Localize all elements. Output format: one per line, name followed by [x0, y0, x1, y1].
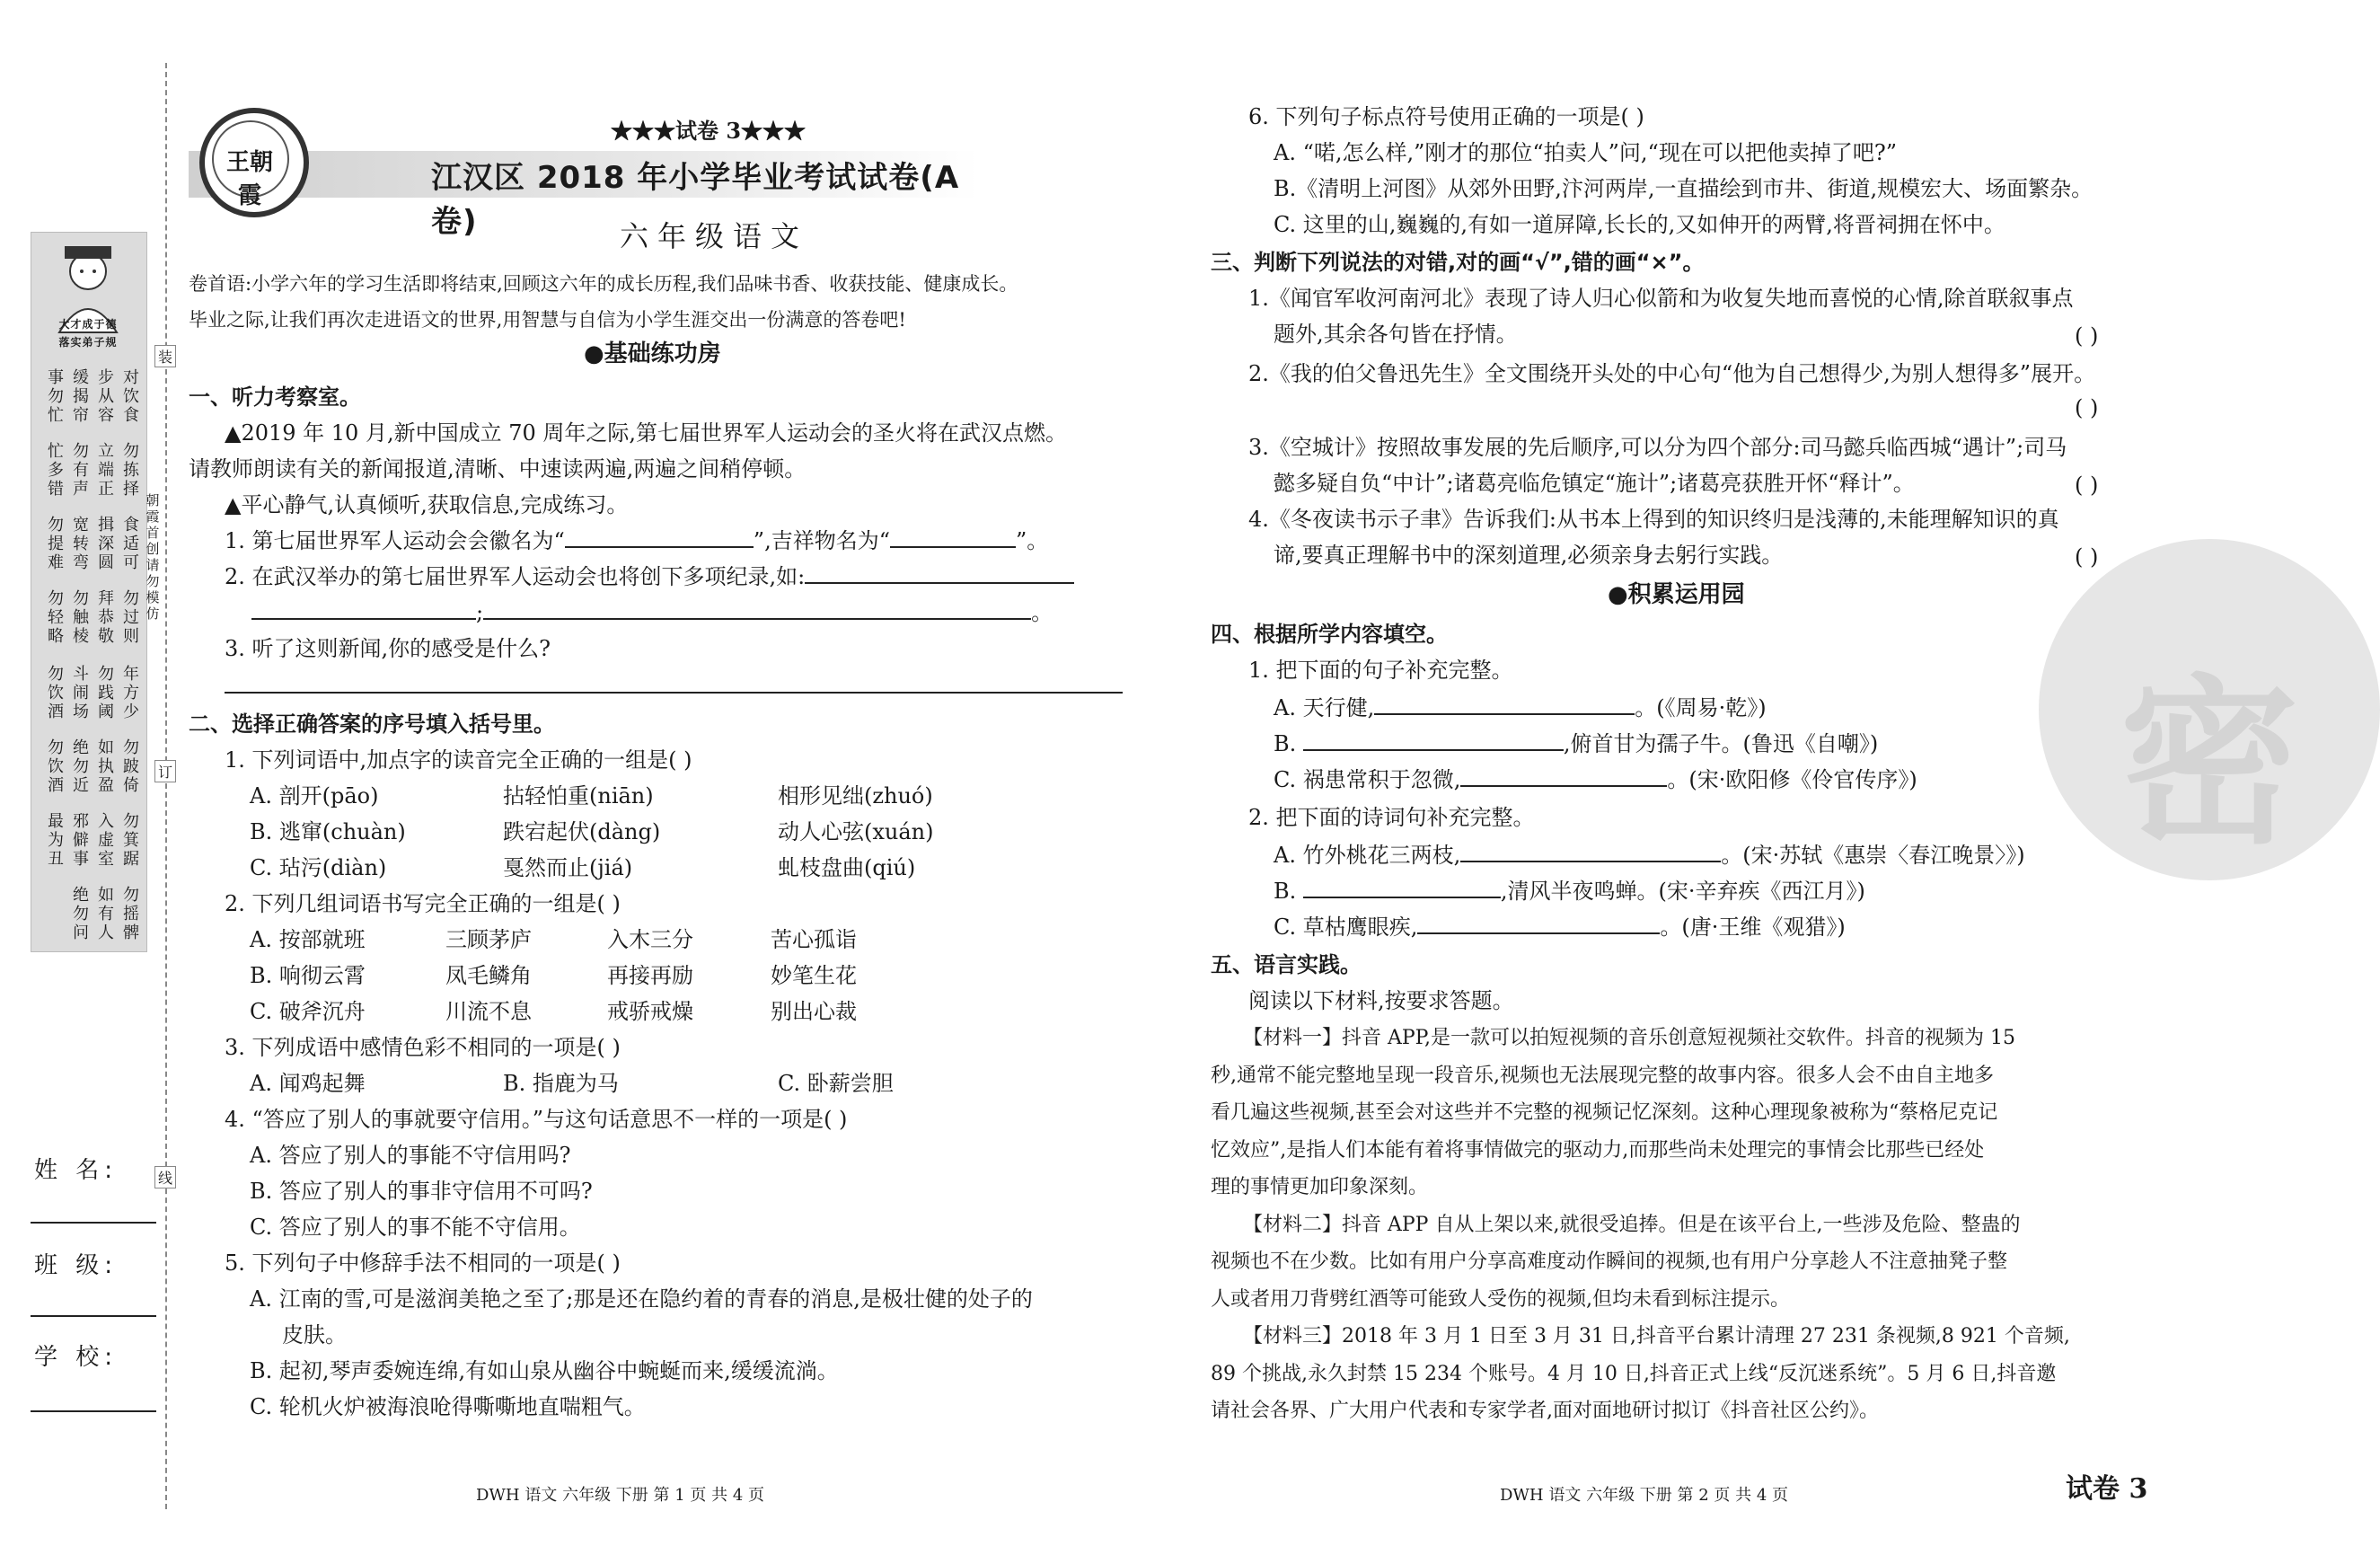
fold-label-zhuang: 装	[154, 345, 176, 367]
name-label: 姓 名:	[34, 1157, 119, 1184]
paper-tag: 试卷 3	[2066, 1473, 2148, 1505]
q4-part-1: 1. 把下面的句子补充完整。	[1248, 658, 1513, 683]
q2-s2-word: 妙笔生花	[771, 963, 857, 988]
q3-item-4: 4.《冬夜读书示子聿》告诉我们:从书本上得到的知识终归是浅薄的,未能理解知识的真	[1248, 507, 2059, 532]
q2-s1-word: 跌宕起伏(dàng)	[503, 819, 661, 844]
motto-column: 勿饮酒	[48, 665, 64, 721]
motto-column: 拜恭敬	[98, 589, 114, 646]
motto-column: 食适可	[123, 516, 139, 572]
school-field[interactable]	[31, 1410, 156, 1412]
q2-s1-word: 虬枝盘曲(qiú)	[778, 855, 916, 880]
q1-item-2-end: 。	[1031, 600, 1053, 625]
q2-s1-word: 戛然而止(jiá)	[503, 855, 633, 880]
motto-column: 绝勿问	[73, 886, 89, 942]
class-field[interactable]	[31, 1315, 156, 1317]
motto-column: 绝勿近	[73, 738, 89, 795]
footer-right: DWH 语文 六年级 下册 第 2 页 共 4 页	[1500, 1486, 1789, 1505]
q4-2b-text: B.	[1274, 879, 1297, 904]
q3-item-3: 3.《空城计》按照故事发展的先后顺序,可以分为四个部分:司马懿兵临西城“遇计”;司马	[1248, 435, 2067, 460]
motto-column: 如有人	[98, 886, 114, 942]
answer-paren[interactable]: ( )	[2075, 473, 2099, 498]
section-accum-heading: ●积累运用园	[1608, 581, 1745, 608]
material-line: 人或者用刀背劈红酒等可能致人受伤的视频,但均未看到标注提示。	[1211, 1287, 1790, 1311]
motto-column: 勿饮酒	[48, 738, 64, 795]
fold-label-xian: 线	[154, 1166, 176, 1188]
motto-column: 宽转弯	[73, 516, 89, 572]
q2-s1: 1. 下列词语中,加点字的读音完全正确的一组是( )	[225, 747, 692, 773]
q2-s1-word: 拈轻怕重(niān)	[503, 783, 654, 809]
q1-item-1	[225, 526, 1048, 555]
q2-s1-word: 相形见绌(zhuó)	[778, 783, 933, 809]
q2-s6-option-b[interactable]: B.《清明上河图》从郊外田野,汴河两岸,一直描绘到市井、街道,规模宏大、场面繁杂。	[1274, 176, 2094, 201]
page-title: 江汉区 2018 年小学毕业考试试卷(A 卷)	[431, 160, 960, 240]
answer-blank[interactable]	[1460, 765, 1667, 787]
motto-column: 勿跛倚	[123, 738, 139, 795]
motto-column: 勿过则	[123, 589, 139, 646]
name-field[interactable]	[31, 1222, 156, 1224]
q2-s3-option-c[interactable]: C. 卧薪尝胆	[778, 1071, 894, 1096]
q2-s4-option-b[interactable]: B. 答应了别人的事非守信用不可吗?	[250, 1179, 593, 1204]
q2-s5-option-c[interactable]: C. 轮机火炉被海浪呛得嘶嘶地直喘粗气。	[250, 1394, 646, 1419]
motto-column: 勿触棱	[73, 589, 89, 646]
material-line: 忆效应”,是指人们本能有着将事情做完的驱动力,而那些尚未处理完的事情会比那些已经处	[1211, 1138, 1985, 1162]
motto-column: 忙多错	[48, 442, 64, 499]
q4-1a-text: A. 天行健,	[1274, 695, 1375, 720]
answer-paren[interactable]: ( )	[2075, 395, 2099, 420]
q4-1b	[1274, 729, 1878, 758]
answer-blank[interactable]	[1303, 877, 1501, 898]
q3-item-2: 2.《我的伯父鲁迅先生》全文围绕开头处的中心句“他为自己想得少,为别人想得多”展开。	[1248, 361, 2096, 386]
q1-intro-3: ▲平心静气,认真倾听,获取信息,完成练习。	[225, 492, 629, 517]
material-line: 视频也不在少数。比如有用户分享高难度动作瞬间的视频,也有用户分享趁人不注意抽凳子整	[1211, 1250, 2007, 1273]
q2-s4: 4. “答应了别人的事就要守信用。”与这句话意思不一样的一项是( )	[225, 1107, 848, 1132]
answer-paren[interactable]: ( )	[2075, 323, 2099, 349]
q4-2a-text: A. 竹外桃花三两枝,	[1274, 843, 1461, 868]
motto-column: 入虚室	[98, 812, 114, 869]
q2-s5: 5. 下列句子中修辞手法不相同的一项是( )	[225, 1250, 621, 1276]
q1-item-2	[225, 562, 1074, 591]
q3-item-4-cont: 谛,要真正理解书中的深刻道理,必须亲身去躬行实践。	[1274, 543, 1784, 568]
q4-1a	[1274, 694, 1767, 722]
motto-heading-2: 落实弟子规	[58, 336, 118, 349]
q2-s2-word: 三顾茅庐	[445, 927, 532, 952]
material-line: 请社会各界、广大用户代表和专家学者,面对面地研讨拟订《抖音社区公约》。	[1211, 1400, 1879, 1422]
q5-title: 五、语言实践。	[1211, 952, 1362, 977]
q2-s1-word: 动人心弦(xuán)	[778, 819, 934, 844]
material-line: 理的事情更加印象深刻。	[1211, 1176, 1429, 1198]
footer-left: DWH 语文 六年级 下册 第 1 页 共 4 页	[476, 1486, 765, 1505]
q3-item-1-cont: 题外,其余各句皆在抒情。	[1274, 322, 1518, 347]
motto-column: 勿有声	[73, 442, 89, 499]
motto-column: 斗闹场	[73, 665, 89, 721]
q4-title: 四、根据所学内容填空。	[1211, 622, 1448, 647]
material-line: 看几遍这些视频,甚至会对这些并不完整的视频记忆深刻。这种心理现象被称为“蔡格尼克记	[1211, 1101, 1998, 1124]
q4-2a	[1274, 841, 2025, 870]
motto-column: 步从容	[98, 368, 114, 425]
watermark-seal-icon: 密	[2120, 659, 2300, 869]
answer-blank[interactable]	[805, 562, 1074, 584]
q4-1c-source: 。(宋·欧阳修《伶官传序》)	[1667, 767, 1917, 792]
q1-item-2-cont	[251, 598, 1053, 627]
motto-column: 事勿忙	[48, 368, 64, 425]
q2-s2-option[interactable]: B. 响彻云霄	[250, 963, 366, 988]
motto-column: 邪僻事	[73, 812, 89, 869]
q4-2b-tail: ,清风半夜鸣蝉。(宋·辛弃疾《西江月》)	[1500, 879, 1865, 904]
answer-blank[interactable]	[1303, 729, 1564, 751]
q2-s6: 6. 下列句子标点符号使用正确的一项是( )	[1248, 104, 1644, 129]
motto-column: 如执盈	[98, 738, 114, 795]
q2-s3-option-a[interactable]: A. 闻鸡起舞	[250, 1071, 366, 1096]
q1-intro-1: ▲2019 年 10 月,新中国成立 70 周年之际,第七届世界军人运动会的圣火将在武汉点燃。	[225, 420, 1068, 446]
q2-s5-option-b[interactable]: B. 起初,琴声委婉连绵,有如山泉从幽谷中蜿蜒而来,缓缓流淌。	[250, 1358, 839, 1383]
motto-column: 勿箕踞	[123, 812, 139, 869]
answer-blank[interactable]	[890, 526, 1016, 548]
q4-1a-source: 。(《周易·乾》)	[1635, 695, 1767, 720]
q4-1b-text: B.	[1274, 731, 1297, 756]
q2-s2-word: 再接再励	[607, 963, 693, 988]
material-line: 【材料一】抖音 APP,是一款可以拍短视频的音乐创意短视频社交软件。抖音的视频为 15	[1243, 1027, 2016, 1049]
answer-blank[interactable]	[1374, 694, 1635, 715]
answer-line[interactable]	[225, 692, 1123, 694]
answer-paren[interactable]: ( )	[2075, 544, 2099, 570]
motto-column: 对饮食	[123, 368, 139, 425]
q2-s4-option-c[interactable]: C. 答应了别人的事不能不守信用。	[250, 1215, 581, 1240]
q2-s1-option[interactable]: C. 玷污(diàn)	[250, 855, 387, 880]
q2-s2-word: 川流不息	[445, 999, 532, 1024]
q2-s2-word: 苦心孤诣	[771, 927, 857, 952]
answer-blank[interactable]	[1460, 841, 1721, 862]
q4-1c-text: C. 祸患常积于忽微,	[1274, 767, 1461, 792]
q1-item-1-text-c: ”。	[1015, 528, 1049, 553]
q1-item-3: 3. 听了这则新闻,你的感受是什么?	[225, 636, 551, 661]
vertical-note-2: 请勿模仿	[145, 557, 160, 622]
preface-line-2: 毕业之际,让我们再次走进语文的世界,用智慧与自信为小学生涯交出一份满意的答卷吧!	[189, 309, 906, 331]
motto-column: 年方少	[123, 665, 139, 721]
binding-line	[165, 63, 167, 1509]
q4-2b	[1274, 877, 1865, 906]
q2-title: 二、选择正确答案的序号填入括号里。	[189, 711, 555, 737]
q2-s2-word: 入木三分	[607, 927, 693, 952]
q1-intro-2: 请教师朗读有关的新闻报道,清晰、中速读两遍,两遍之间稍停顿。	[189, 456, 807, 482]
q4-2c-text: C. 草枯鹰眼疾,	[1274, 915, 1418, 940]
motto-column: 勿摇髀	[123, 886, 139, 942]
q1-title: 一、听力考察室。	[189, 384, 361, 410]
q2-s5-option-a-cont: 皮肤。	[282, 1322, 347, 1348]
material-line: 秒,通常不能完整地呈现一段音乐,视频也无法展现完整的故事内容。很多人会不由自主地多	[1211, 1064, 1994, 1087]
q2-s6-option-a[interactable]: A. “喏,怎么样,”刚才的那位“拍卖人”问,“现在可以把他卖掉了吧?”	[1274, 140, 1897, 165]
motto-column: 揖深圆	[98, 516, 114, 572]
motto-column: 勿践阈	[98, 665, 114, 721]
answer-blank[interactable]	[1417, 913, 1660, 934]
q3-item-1: 1.《闻官军收河南河北》表现了诗人归心似箭和为收复失地而喜悦的心情,除首联叙事点	[1248, 286, 2074, 311]
q3-item-3-cont: 懿多疑自负“中计”;诸葛亮临危镇定“施计”;诸葛亮获胜开怀“释计”。	[1274, 471, 1915, 496]
q2-s2-option[interactable]: C. 破斧沉舟	[250, 999, 366, 1024]
q2-s3-option-b[interactable]: B. 指鹿为马	[503, 1071, 619, 1096]
q1-item-2-sep: ;	[476, 600, 484, 625]
motto-column: 勿拣择	[123, 442, 139, 499]
class-label: 班 级:	[34, 1252, 119, 1279]
answer-blank[interactable]	[483, 598, 1031, 620]
motto-column: 勿轻略	[48, 589, 64, 646]
motto-heading-1: 大才成于德	[58, 318, 118, 331]
q2-s4-option-a[interactable]: A. 答应了别人的事能不守信用吗?	[250, 1143, 571, 1168]
q2-s2-word: 戒骄戒燥	[607, 999, 693, 1024]
q1-item-2-text: 2. 在武汉举办的第七届世界军人运动会也将创下多项纪录,如:	[225, 564, 806, 589]
q3-title: 三、判断下列说法的对错,对的画“√”,错的画“×”。	[1211, 250, 1705, 275]
q2-s5-option-a[interactable]: A. 江南的雪,可是滋润美艳之至了;那是还在隐约着的青春的消息,是极壮健的处子的	[250, 1286, 1033, 1312]
q1-item-1-text-a: 1. 第七届世界军人运动会会徽名为“	[225, 528, 565, 553]
school-label: 学 校:	[34, 1344, 119, 1371]
q2-s2-word: 别出心裁	[771, 999, 857, 1024]
q2-s2-option[interactable]: A. 按部就班	[250, 927, 366, 952]
material-line: 89 个挑战,永久封禁 15 234 个账号。4 月 10 日,抖音正式上线“反沉迷系统”。5 月 6 日,抖音邀	[1211, 1362, 2057, 1385]
material-line: 【材料二】抖音 APP 自从上架以来,就很受追捧。但是在该平台上,一些涉及危险、整蛊的	[1243, 1213, 2021, 1236]
q4-2c-source: 。(唐·王维《观猎》)	[1660, 915, 1846, 940]
q2-s2-word: 凤毛鳞角	[445, 963, 532, 988]
motto-column: 勿提难	[48, 516, 64, 572]
motto-column: 最为丑	[48, 812, 64, 869]
q4-1c	[1274, 765, 1917, 794]
material-line: 【材料三】2018 年 3 月 1 日至 3 月 31 日,抖音平台累计清理 27 231 条视频,8 921 个音频,	[1243, 1325, 2070, 1348]
subject-title: 六年级语文	[620, 219, 809, 253]
q4-part-2: 2. 把下面的诗词句补充完整。	[1248, 805, 1535, 830]
q2-s3: 3. 下列成语中感情色彩不相同的一项是( )	[225, 1035, 621, 1060]
brand-logo-text: 王朝霞	[225, 149, 273, 209]
fold-label-ding: 订	[154, 760, 176, 782]
q2-s1-option[interactable]: B. 逃窜(chuàn)	[250, 819, 406, 844]
answer-blank[interactable]	[565, 526, 754, 548]
motto-column: 立端正	[98, 442, 114, 499]
q4-2c	[1274, 913, 1846, 941]
q1-item-1-text-b: ”,吉祥物名为“	[753, 528, 890, 553]
q5-intro: 阅读以下材料,按要求答题。	[1248, 988, 1514, 1013]
paper-number: ★★★试卷 3★★★	[611, 118, 807, 144]
vertical-note-1: 朝霞首创	[145, 492, 160, 557]
q4-2a-source: 。(宋·苏轼《惠崇〈春江晚景〉》)	[1721, 843, 2025, 868]
q2-s1-option[interactable]: A. 剖开(pāo)	[250, 783, 379, 809]
section-basic-heading: ●基础练功房	[584, 340, 721, 367]
q4-1b-tail: ,俯首甘为孺子牛。(鲁迅《自嘲》)	[1563, 731, 1879, 756]
q2-s6-option-c[interactable]: C. 这里的山,巍巍的,有如一道屏障,长长的,又如伸开的两臂,将晋祠拥在怀中。	[1274, 212, 2005, 237]
answer-blank[interactable]	[251, 598, 476, 620]
preface-line-1: 卷首语:小学六年的学习生活即将结束,回顾这六年的成长历程,我们品味书香、收获技能、健康成长。	[189, 273, 1018, 295]
motto-column: 缓揭帘	[73, 368, 89, 425]
q2-s2: 2. 下列几组词语书写完全正确的一组是( )	[225, 891, 621, 916]
